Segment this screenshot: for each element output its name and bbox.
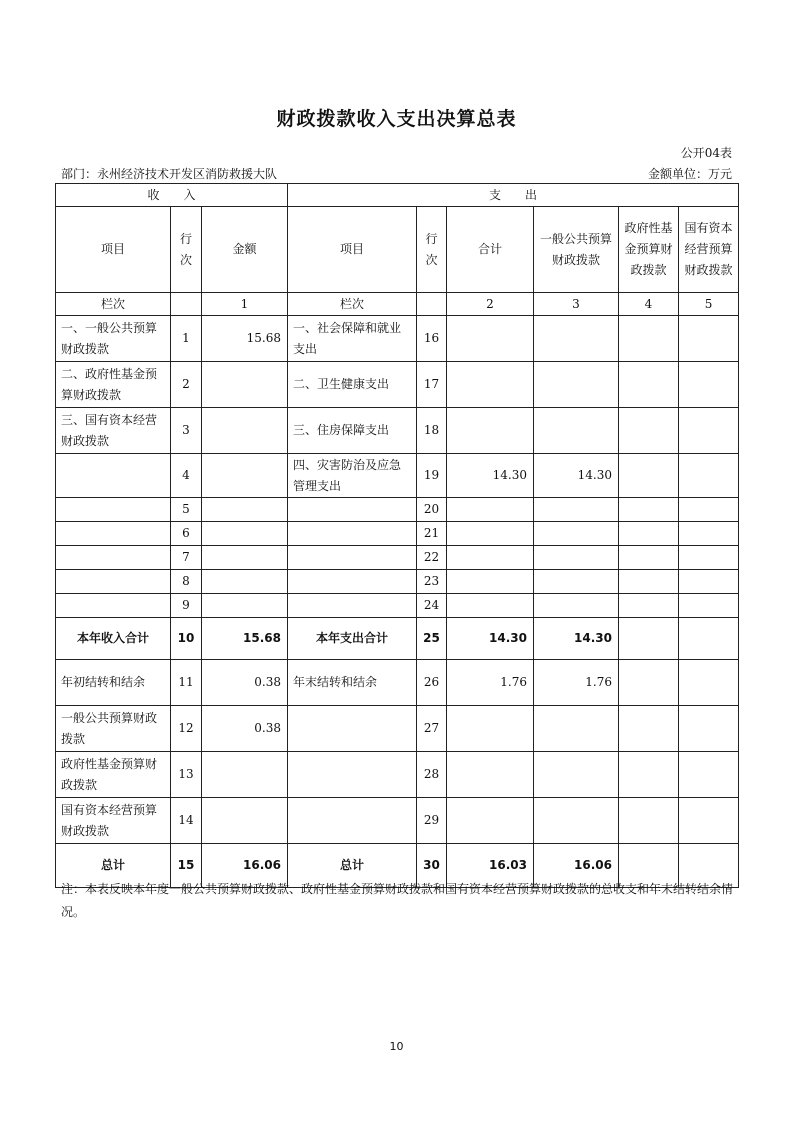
income-item <box>56 594 171 618</box>
expense-row-no: 25 <box>417 618 447 660</box>
income-header: 收 入 <box>56 184 288 207</box>
income-row-no: 14 <box>171 798 202 844</box>
income-row-no: 8 <box>171 570 202 594</box>
table-row <box>56 660 739 706</box>
expense-row-no: 24 <box>417 594 447 618</box>
income-row-no: 10 <box>171 618 202 660</box>
expense-row-no: 27 <box>417 706 447 752</box>
expense-total <box>447 594 534 618</box>
expense-total: 1.76 <box>447 660 534 706</box>
income-row-no: 9 <box>171 594 202 618</box>
income-amount: 0.38 <box>202 660 288 706</box>
gov-fund-header: 政府性基金预算财政拨款 <box>619 207 679 293</box>
income-row-no: 1 <box>171 316 202 362</box>
col-index-3: 3 <box>534 293 619 316</box>
income-amount <box>202 362 288 408</box>
expense-row-no: 23 <box>417 570 447 594</box>
expense-total <box>447 498 534 522</box>
expense-total <box>447 706 534 752</box>
income-amount: 15.68 <box>202 618 288 660</box>
income-row-no: 12 <box>171 706 202 752</box>
expense-total: 16.03 <box>447 844 534 888</box>
expense-row-no: 22 <box>417 546 447 570</box>
expense-item <box>288 570 417 594</box>
column-header-row <box>56 207 739 293</box>
expense-total <box>447 408 534 454</box>
expense-total: 14.30 <box>447 618 534 660</box>
income-item: 三、国有资本经营财政拨款 <box>56 408 171 454</box>
income-amount <box>202 752 288 798</box>
income-row-no: 5 <box>171 498 202 522</box>
income-row-no: 3 <box>171 408 202 454</box>
col-index-2: 2 <box>447 293 534 316</box>
expense-row-no: 29 <box>417 798 447 844</box>
expense-general <box>534 546 619 570</box>
table-row <box>56 706 739 752</box>
income-amount: 16.06 <box>202 844 288 888</box>
expense-item <box>288 798 417 844</box>
expense-item: 一、社会保障和就业支出 <box>288 316 417 362</box>
col-index-1: 1 <box>202 293 288 316</box>
income-item: 一、一般公共预算财政拨款 <box>56 316 171 362</box>
table-row-subtotal <box>56 618 739 660</box>
expense-row-no: 16 <box>417 316 447 362</box>
footnote: 注：本表反映本年度一般公共预算财政拨款、政府性基金预算财政拨款和国有资本经营预算财政拨款的总收支和年末结转结余情况。 <box>61 882 734 919</box>
column-index-row <box>56 293 739 316</box>
expense-header: 支 出 <box>288 184 739 207</box>
table-row <box>56 570 739 594</box>
expense-item-header: 项目 <box>288 207 417 293</box>
income-amount <box>202 798 288 844</box>
expense-row-no: 26 <box>417 660 447 706</box>
expense-general <box>534 408 619 454</box>
expense-row-no-header: 行次 <box>417 207 447 293</box>
expense-general: 14.30 <box>534 454 619 498</box>
income-item: 年初结转和结余 <box>56 660 171 706</box>
income-item <box>56 570 171 594</box>
income-amount <box>202 594 288 618</box>
expense-row-no: 17 <box>417 362 447 408</box>
income-row-no: 4 <box>171 454 202 498</box>
expense-row-no: 18 <box>417 408 447 454</box>
expense-item <box>288 594 417 618</box>
general-budget-header: 一般公共预算财政拨款 <box>534 207 619 293</box>
budget-summary-table <box>55 183 739 888</box>
income-row-no: 7 <box>171 546 202 570</box>
expense-col-label: 栏次 <box>288 293 417 316</box>
income-amount <box>202 570 288 594</box>
expense-row-no: 30 <box>417 844 447 888</box>
expense-item: 三、住房保障支出 <box>288 408 417 454</box>
expense-general: 16.06 <box>534 844 619 888</box>
income-col-label: 栏次 <box>56 293 171 316</box>
income-item: 国有资本经营预算财政拨款 <box>56 798 171 844</box>
expense-item: 二、卫生健康支出 <box>288 362 417 408</box>
table-row <box>56 408 739 454</box>
expense-general <box>534 316 619 362</box>
income-row-no: 11 <box>171 660 202 706</box>
income-amount: 0.38 <box>202 706 288 752</box>
income-row-no: 13 <box>171 752 202 798</box>
expense-general <box>534 522 619 546</box>
section-header-row <box>56 184 739 207</box>
expense-item: 年末结转和结余 <box>288 660 417 706</box>
income-item <box>56 546 171 570</box>
income-amount: 15.68 <box>202 316 288 362</box>
expense-total <box>447 546 534 570</box>
income-item: 政府性基金预算财政拨款 <box>56 752 171 798</box>
page-title: 财政拨款收入支出决算总表 <box>276 108 517 130</box>
col-index-4: 4 <box>619 293 679 316</box>
expense-total: 14.30 <box>447 454 534 498</box>
expense-item: 总计 <box>288 844 417 888</box>
table-row <box>56 454 739 498</box>
expense-item <box>288 706 417 752</box>
income-item: 一般公共预算财政拨款 <box>56 706 171 752</box>
unit-label: 金额单位：万元 <box>647 167 732 181</box>
income-item <box>56 498 171 522</box>
income-row-no-header: 行次 <box>171 207 202 293</box>
expense-item <box>288 498 417 522</box>
expense-general: 1.76 <box>534 660 619 706</box>
expense-item <box>288 546 417 570</box>
table-row <box>56 594 739 618</box>
expense-total <box>447 362 534 408</box>
income-amount <box>202 522 288 546</box>
income-row-no: 2 <box>171 362 202 408</box>
page-number: 10 <box>389 1040 404 1053</box>
expense-general <box>534 594 619 618</box>
income-item: 本年收入合计 <box>56 618 171 660</box>
expense-general <box>534 798 619 844</box>
expense-row-no: 21 <box>417 522 447 546</box>
expense-general: 14.30 <box>534 618 619 660</box>
table-row <box>56 522 739 546</box>
income-item: 总计 <box>56 844 171 888</box>
income-item <box>56 522 171 546</box>
expense-item: 本年支出合计 <box>288 618 417 660</box>
expense-total <box>447 316 534 362</box>
income-amount-header: 金额 <box>202 207 288 293</box>
expense-general <box>534 498 619 522</box>
expense-item <box>288 752 417 798</box>
income-amount <box>202 546 288 570</box>
expense-general <box>534 752 619 798</box>
income-amount <box>202 454 288 498</box>
income-item-header: 项目 <box>56 207 171 293</box>
col-index-5: 5 <box>679 293 739 316</box>
expense-general <box>534 570 619 594</box>
income-item <box>56 454 171 498</box>
table-row <box>56 798 739 844</box>
income-amount <box>202 498 288 522</box>
expense-total-header: 合计 <box>447 207 534 293</box>
income-row-no: 15 <box>171 844 202 888</box>
expense-total <box>447 752 534 798</box>
income-amount <box>202 408 288 454</box>
expense-row-no: 19 <box>417 454 447 498</box>
expense-total <box>447 798 534 844</box>
expense-item <box>288 522 417 546</box>
table-row <box>56 752 739 798</box>
income-item: 二、政府性基金预算财政拨款 <box>56 362 171 408</box>
expense-row-no: 28 <box>417 752 447 798</box>
expense-item: 四、灾害防治及应急管理支出 <box>288 454 417 498</box>
state-capital-header: 国有资本经营预算财政拨款 <box>679 207 739 293</box>
expense-general <box>534 362 619 408</box>
expense-total <box>447 522 534 546</box>
form-number: 公开04表 <box>680 146 732 160</box>
income-row-no: 6 <box>171 522 202 546</box>
expense-general <box>534 706 619 752</box>
table-row <box>56 316 739 362</box>
department-label: 部门：永州经济技术开发区消防救援大队 <box>61 167 278 181</box>
expense-total <box>447 570 534 594</box>
table-row <box>56 498 739 522</box>
table-row <box>56 362 739 408</box>
expense-row-no: 20 <box>417 498 447 522</box>
table-row <box>56 546 739 570</box>
